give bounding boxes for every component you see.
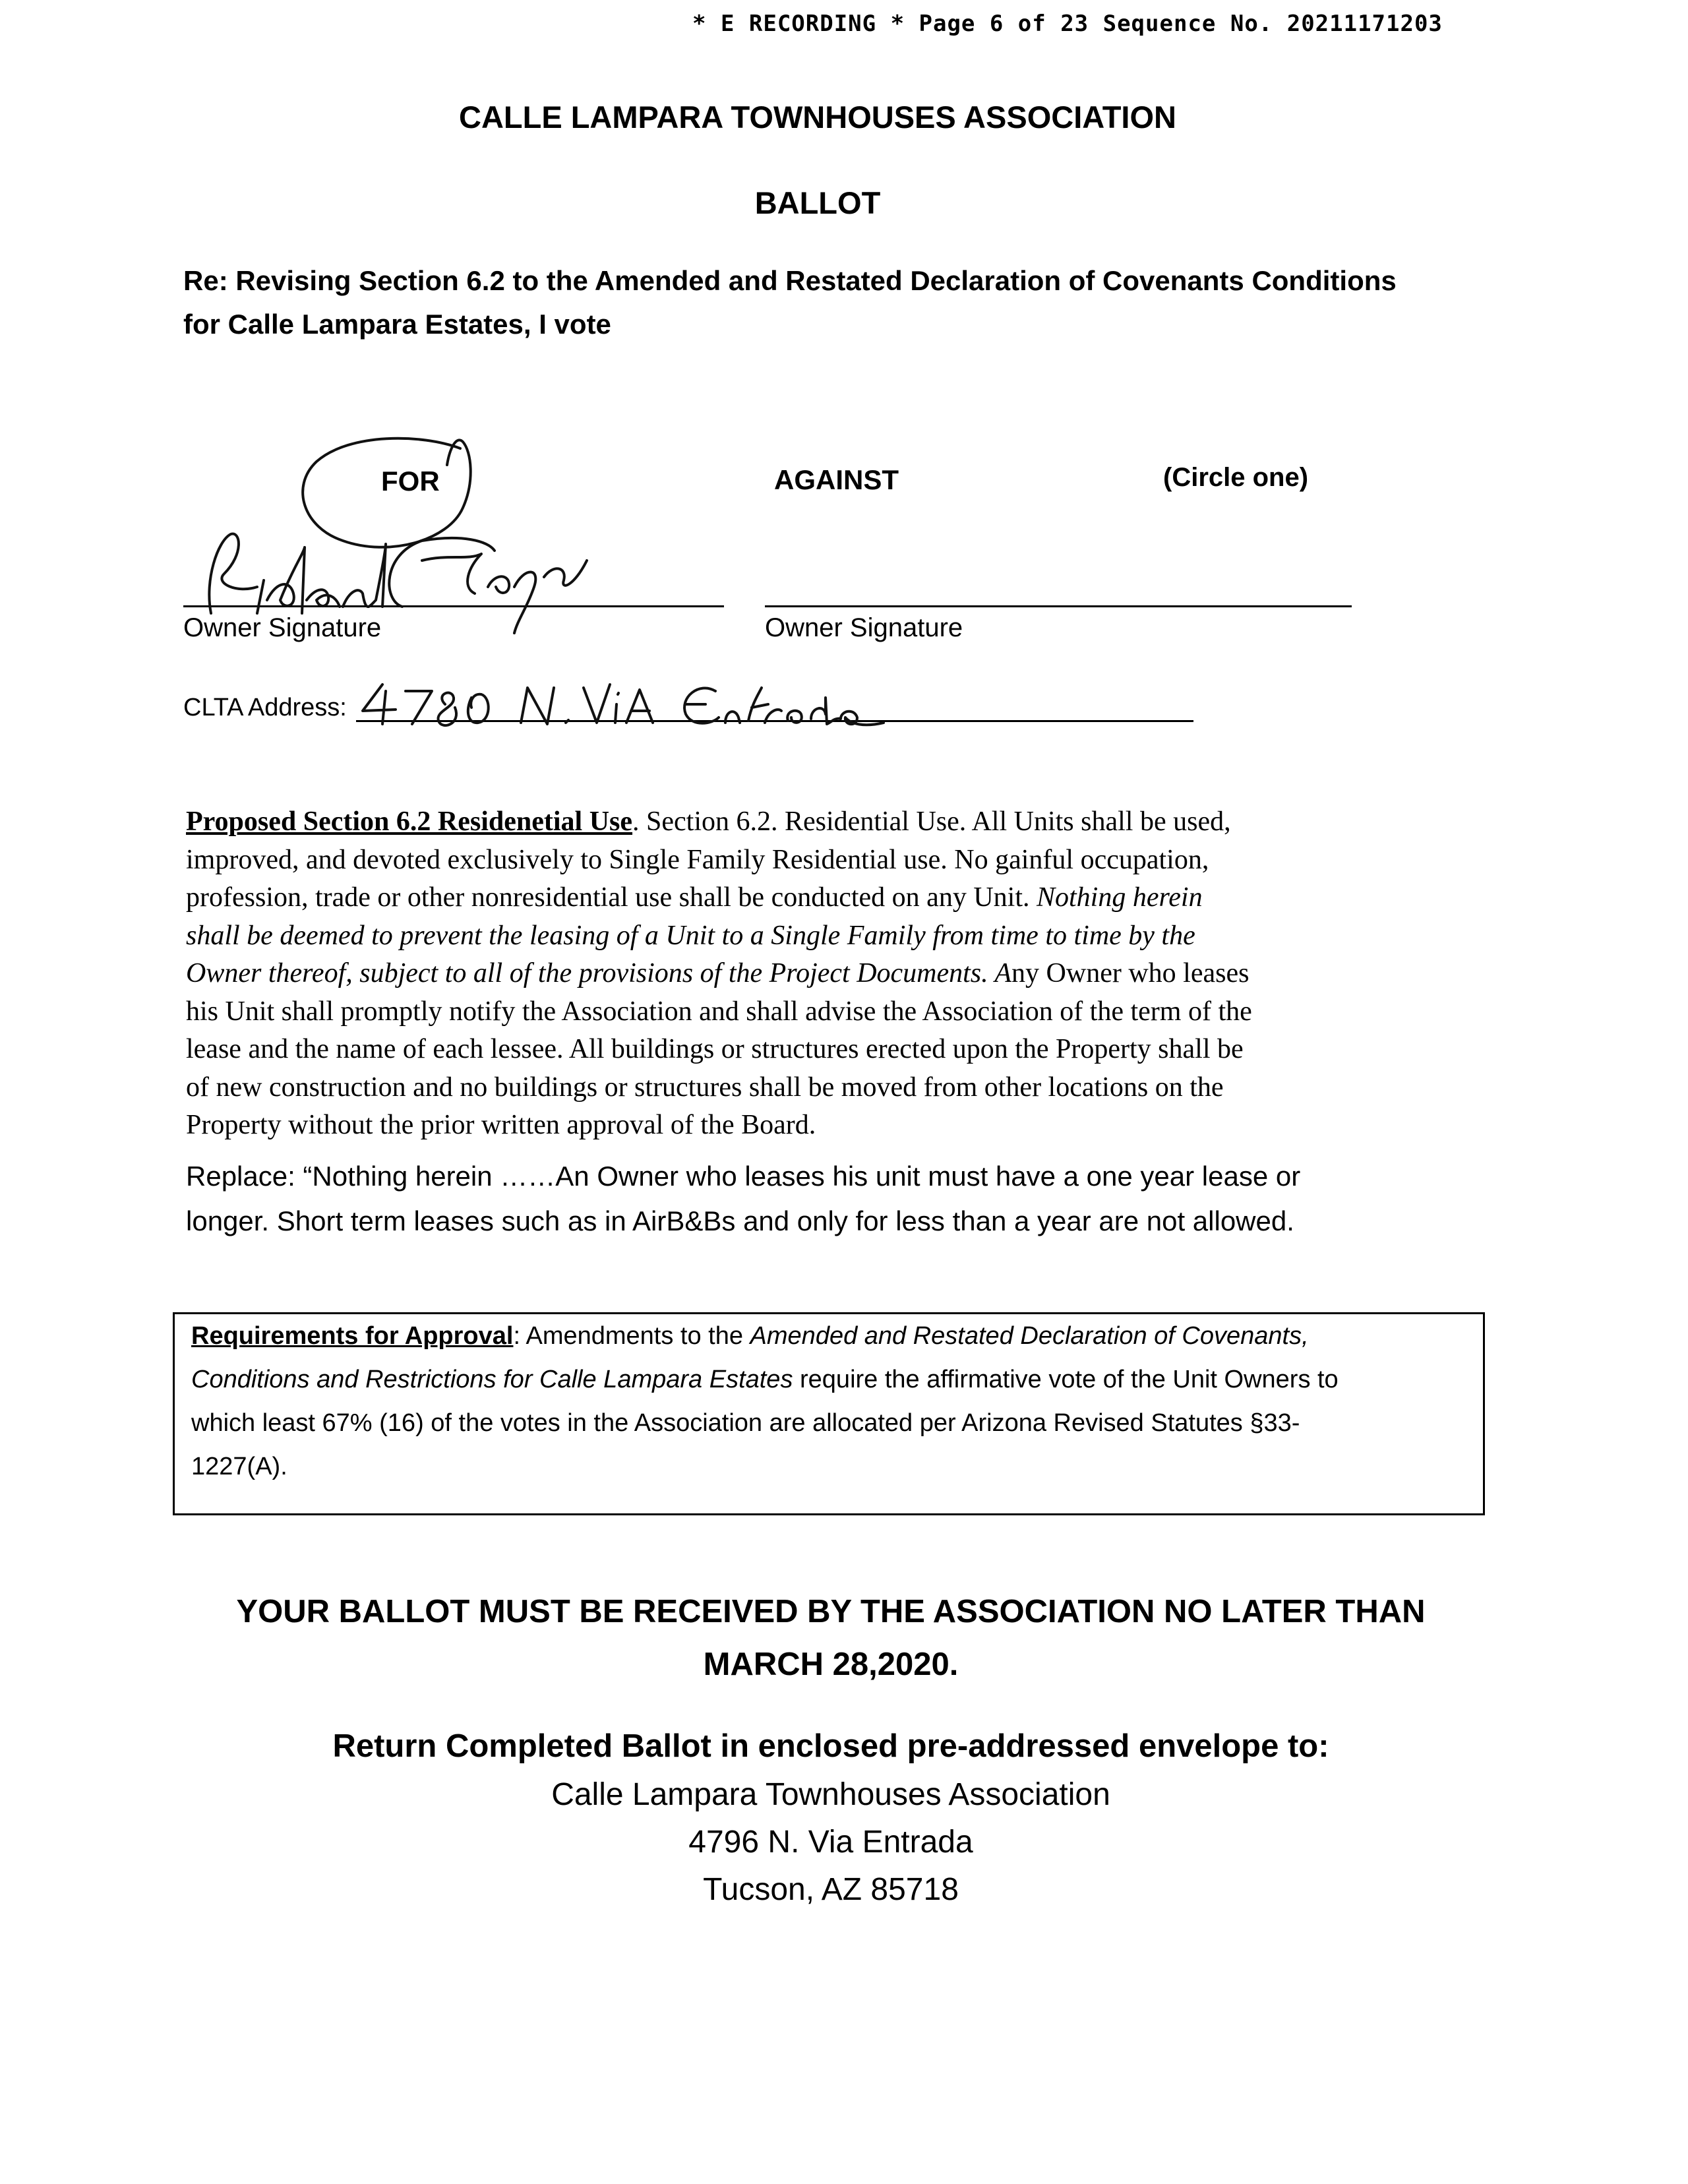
proposed-line <box>186 1069 1505 1107</box>
recording-header: * E RECORDING * Page 6 of 23 Sequence No. 20211171203 <box>692 11 1443 37</box>
vote-option-against[interactable]: AGAINST <box>774 464 899 495</box>
clta-address-label: CLTA Address: <box>183 694 347 721</box>
proposed-text: improved, and devoted exclusively to Single Family Residential use. No gainful occupation, <box>186 844 1209 875</box>
proposed-line <box>186 803 1505 841</box>
proposed-line <box>186 1107 1505 1145</box>
proposed-text: of new construction and no buildings or structures shall be moved from other locations on the <box>186 1072 1224 1103</box>
proposed-line <box>186 993 1505 1031</box>
proposed-line <box>186 1031 1505 1069</box>
proposed-section-lines <box>186 803 1505 1145</box>
document-title: CALLE LAMPARA TOWNHOUSES ASSOCIATION <box>459 100 1176 135</box>
return-city: Tucson, AZ 85718 <box>703 1872 959 1907</box>
return-heading: Return Completed Ballot in enclosed pre-addressed envelope to: <box>332 1728 1329 1764</box>
owner-signature-label-2: Owner Signature <box>765 613 963 642</box>
deadline-line-2: MARCH 28,2020. <box>703 1647 959 1682</box>
proposed-line <box>186 879 1505 917</box>
re-line-1: Re: Revising Section 6.2 to the Amended and Restated Declaration of Covenants Conditions <box>183 265 1397 296</box>
requirements-text-1b: Amended and Restated Declaration of Covenants, <box>750 1322 1309 1350</box>
requirements-label: Requirements for Approval <box>191 1322 514 1350</box>
proposed-text: his Unit shall promptly notify the Association and shall advise the Association of the term of the <box>186 996 1252 1027</box>
requirements-line-4: 1227(A). <box>191 1453 287 1480</box>
proposed-text: . Section 6.2. Residential Use. All Units shall be used, <box>632 806 1231 837</box>
requirements-line-2 <box>191 1366 1339 1394</box>
proposed-text: Nothing herein <box>1036 882 1203 913</box>
proposed-text: lease and the name of each lessee. All buildings or structures erected upon the Property shall be <box>186 1034 1244 1064</box>
proposed-line <box>186 955 1505 993</box>
owner-signature-label-1: Owner Signature <box>183 613 382 642</box>
proposed-heading: Proposed Section 6.2 Residenetial Use <box>186 806 633 837</box>
re-line-2: for Calle Lampara Estates, I vote <box>183 309 611 340</box>
ballot-heading: BALLOT <box>754 185 881 220</box>
requirements-line-3: which least 67% (16) of the votes in the Association are allocated per Arizona Revised Statutes §33- <box>191 1409 1300 1437</box>
vote-option-for[interactable]: FOR <box>381 466 440 497</box>
proposed-line <box>186 841 1505 880</box>
requirements-text-2b: require the affirmative vote of the Unit Owners to <box>793 1366 1339 1393</box>
requirements-box <box>173 1312 1485 1515</box>
owner-signature-line-2[interactable] <box>765 605 1352 607</box>
deadline-line-1: YOUR BALLOT MUST BE RECEIVED BY THE ASSOCIATION NO LATER THAN <box>236 1594 1426 1629</box>
requirements-text-1a: : Amendments to the <box>513 1322 750 1350</box>
circle-one-instruction: (Circle one) <box>1163 463 1309 492</box>
clta-address-handwriting <box>356 671 897 731</box>
return-name: Calle Lampara Townhouses Association <box>551 1777 1110 1812</box>
return-street: 4796 N. Via Entrada <box>688 1825 973 1860</box>
requirements-text-2a: Conditions and Restrictions for Calle Lampara Estates <box>191 1366 793 1393</box>
replace-line-2: longer. Short term leases such as in AirB&Bs and only for less than a year are not allowed. <box>186 1205 1294 1236</box>
proposed-line <box>186 917 1505 956</box>
proposed-text: ny Owner who leases <box>1011 958 1250 988</box>
replace-line-1: Replace: “Nothing herein ……An Owner who leases his unit must have a one year lease or <box>186 1161 1301 1192</box>
proposed-text: profession, trade or other nonresidential use shall be conducted on any Unit. <box>186 882 1037 913</box>
proposed-text: Property without the prior written approval of the Board. <box>186 1110 816 1140</box>
proposed-section-paragraph <box>186 803 1505 1145</box>
proposed-text: Owner thereof, subject to all of the provisions of the Project Documents. A <box>186 958 1012 988</box>
requirements-line-1 <box>191 1322 1309 1350</box>
proposed-text: shall be deemed to prevent the leasing of a Unit to a Single Family from time to time by the <box>186 920 1195 951</box>
